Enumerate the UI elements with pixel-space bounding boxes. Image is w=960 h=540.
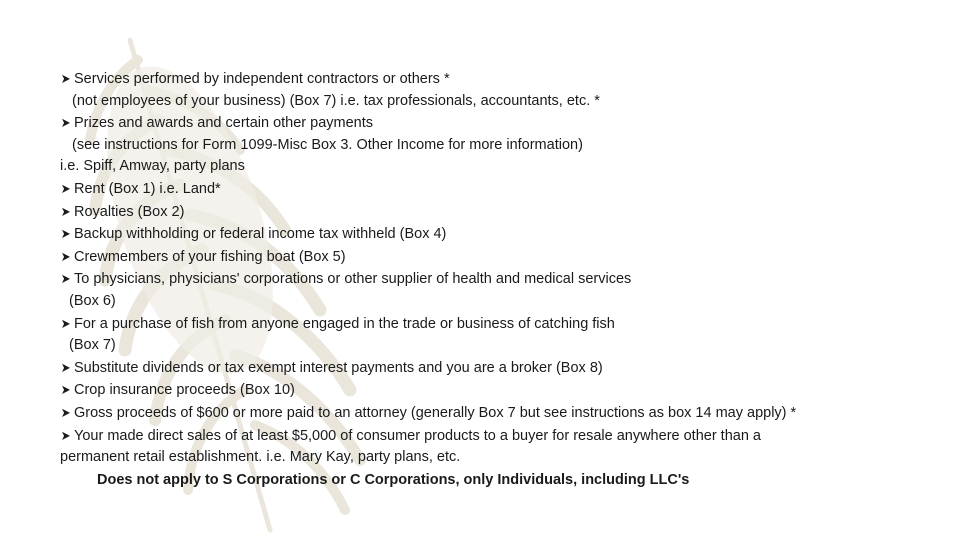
list-item <box>60 178 940 201</box>
arrow-bullet-icon: ➤ <box>60 404 71 420</box>
arrow-bullet-icon: ➤ <box>60 71 71 86</box>
list-item <box>60 313 940 336</box>
arrow-bullet-icon: ➤ <box>60 359 71 375</box>
list-item <box>60 268 940 291</box>
list-item-text: (see instructions for Form 1099-Misc Box 3. Other Income for more information) <box>72 136 583 153</box>
footer-note: Does not apply to S Corporations or C Corporations, only Individuals, including LLC's <box>97 471 690 488</box>
list-item-text: Crop insurance proceeds (Box 10) <box>74 382 295 399</box>
list-item-continuation <box>60 447 940 469</box>
list-item <box>60 201 940 224</box>
list-item-text: For a purchase of fish from anyone engaged in the trade or business of catching fish <box>74 315 615 332</box>
list-item-continuation <box>60 156 940 178</box>
list-item <box>60 402 940 425</box>
list-item-continuation <box>60 335 940 357</box>
arrow-bullet-icon: ➤ <box>60 271 71 287</box>
list-item-continuation <box>60 135 940 157</box>
arrow-bullet-icon: ➤ <box>60 315 71 331</box>
list-item <box>60 425 940 448</box>
list-item-text: (Box 7) <box>69 337 116 354</box>
list-item-text: Services performed by independent contractors or others * <box>74 71 450 87</box>
arrow-bullet-icon: ➤ <box>60 115 71 131</box>
list-item-text: Substitute dividends or tax exempt interest payments and you are a broker (Box 8) <box>74 359 603 376</box>
list-item-continuation <box>60 291 940 313</box>
list-item-text: Crewmembers of your fishing boat (Box 5) <box>74 248 346 265</box>
arrow-bullet-icon: ➤ <box>60 226 71 242</box>
arrow-bullet-icon: ➤ <box>60 180 71 196</box>
list-item-text: (not employees of your business) (Box 7) i.e. tax professionals, accountants, etc. * <box>72 92 600 109</box>
list-item-text: Your made direct sales of at least $5,000 of consumer products to a buyer for resale anywhere other than a <box>74 427 762 444</box>
arrow-bullet-icon: ➤ <box>60 203 71 219</box>
list-item-text: To physicians, physicians' corporations or other supplier of health and medical services <box>74 271 632 288</box>
list-item-text: permanent retail establishment. i.e. Mary Kay, party plans, etc. <box>60 449 461 466</box>
list-item <box>60 223 940 246</box>
list-item-text: Backup withholding or federal income tax withheld (Box 4) <box>74 226 447 243</box>
list-item <box>60 357 940 380</box>
slide-body <box>60 68 940 491</box>
list-item-continuation <box>60 91 940 113</box>
list-item <box>60 379 940 402</box>
list-item-text: Gross proceeds of $600 or more paid to an attorney (generally Box 7 but see instructions as box 14 may apply) * <box>74 404 797 421</box>
list-item <box>60 112 940 135</box>
list-item-text: (Box 6) <box>69 292 116 309</box>
list-item-text: Rent (Box 1) i.e. Land* <box>74 180 221 197</box>
list-item-text: i.e. Spiff, Amway, party plans <box>60 158 245 175</box>
list-item <box>60 68 940 91</box>
list-item-text: Prizes and awards and certain other payments <box>74 115 374 132</box>
arrow-bullet-icon: ➤ <box>60 427 71 443</box>
list-item-text: Royalties (Box 2) <box>74 203 185 220</box>
arrow-bullet-icon: ➤ <box>60 382 71 398</box>
arrow-bullet-icon: ➤ <box>60 248 71 264</box>
list-item <box>60 246 940 269</box>
